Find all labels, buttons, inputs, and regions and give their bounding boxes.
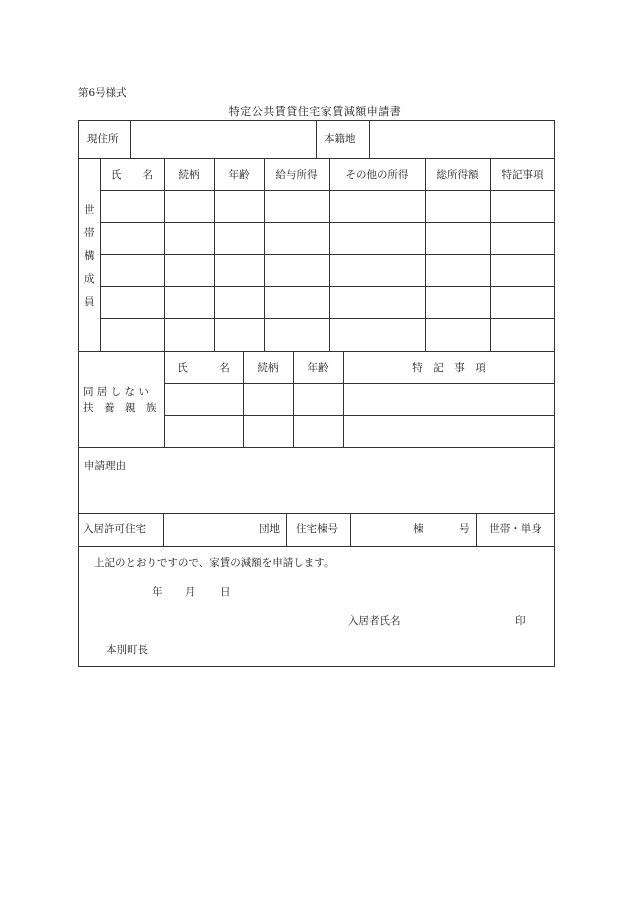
household-header-total-income: 総所得額 bbox=[436, 169, 479, 181]
building-label: 棟 bbox=[413, 523, 424, 535]
dependents-side-label-line1: 同 居 し な い bbox=[83, 386, 149, 398]
dependents-header-relationship: 続柄 bbox=[257, 362, 279, 374]
month-label: 月 bbox=[185, 586, 196, 598]
dependents-side-label-line2: 扶 養 親 族 bbox=[83, 402, 157, 414]
danchi-field[interactable] bbox=[164, 514, 254, 546]
household-header-relationship: 続柄 bbox=[178, 169, 200, 181]
reason-field[interactable] bbox=[79, 475, 554, 513]
side-char-4: 成 bbox=[84, 273, 95, 285]
side-char-3: 構 bbox=[84, 250, 95, 262]
household-header-name: 氏 名 bbox=[111, 169, 153, 181]
reason-label: 申請理由 bbox=[84, 460, 126, 472]
year-label: 年 bbox=[152, 586, 163, 598]
household-row[interactable] bbox=[101, 191, 555, 222]
household-row[interactable] bbox=[101, 287, 555, 318]
addressee-label: 本別町長 bbox=[106, 644, 148, 656]
household-header-remarks: 特記事項 bbox=[501, 169, 544, 181]
seal-label: 印 bbox=[515, 615, 526, 627]
side-char-5: 員 bbox=[84, 296, 95, 308]
dependents-header-name: 氏 名 bbox=[177, 362, 230, 374]
applicant-name-label: 入居者氏名 bbox=[348, 615, 401, 627]
current-address-label: 現住所 bbox=[87, 133, 119, 145]
household-header-age: 年齢 bbox=[228, 169, 250, 181]
dependents-header-age: 年齢 bbox=[307, 362, 329, 374]
day-label: 日 bbox=[220, 586, 231, 598]
unit-label: 号 bbox=[459, 523, 470, 535]
household-row[interactable] bbox=[101, 319, 555, 351]
household-members-side-label bbox=[78, 158, 100, 351]
registered-domicile-field[interactable] bbox=[370, 121, 554, 158]
household-row[interactable] bbox=[101, 223, 555, 254]
household-row[interactable] bbox=[101, 255, 555, 286]
building-number-label: 住宅棟号 bbox=[296, 523, 338, 535]
permit-housing-label: 入居許可住宅 bbox=[83, 523, 146, 535]
declaration-statement: 上記のとおりですので、家賃の減額を申請します。 bbox=[94, 557, 335, 569]
danchi-label: 団地 bbox=[259, 523, 280, 535]
side-char-2: 帯 bbox=[84, 227, 95, 239]
dependents-header-remarks: 特 記 事 項 bbox=[412, 362, 486, 374]
application-form bbox=[78, 120, 555, 667]
applicant-name-field[interactable] bbox=[406, 610, 511, 630]
household-header-salary-income: 給与所得 bbox=[275, 169, 318, 181]
current-address-field[interactable] bbox=[131, 121, 316, 158]
form-number: 第6号様式 bbox=[78, 87, 127, 99]
dependents-row[interactable] bbox=[165, 416, 555, 447]
form-title: 特定公共賃貸住宅家賃減額申請書 bbox=[228, 105, 402, 118]
registered-domicile-label: 本籍地 bbox=[324, 133, 356, 145]
dependents-row[interactable] bbox=[165, 384, 555, 415]
household-header-other-income: その他の所得 bbox=[345, 169, 409, 181]
household-type-label[interactable]: 世帯・単身 bbox=[489, 523, 542, 535]
side-char-1: 世 bbox=[84, 204, 95, 216]
